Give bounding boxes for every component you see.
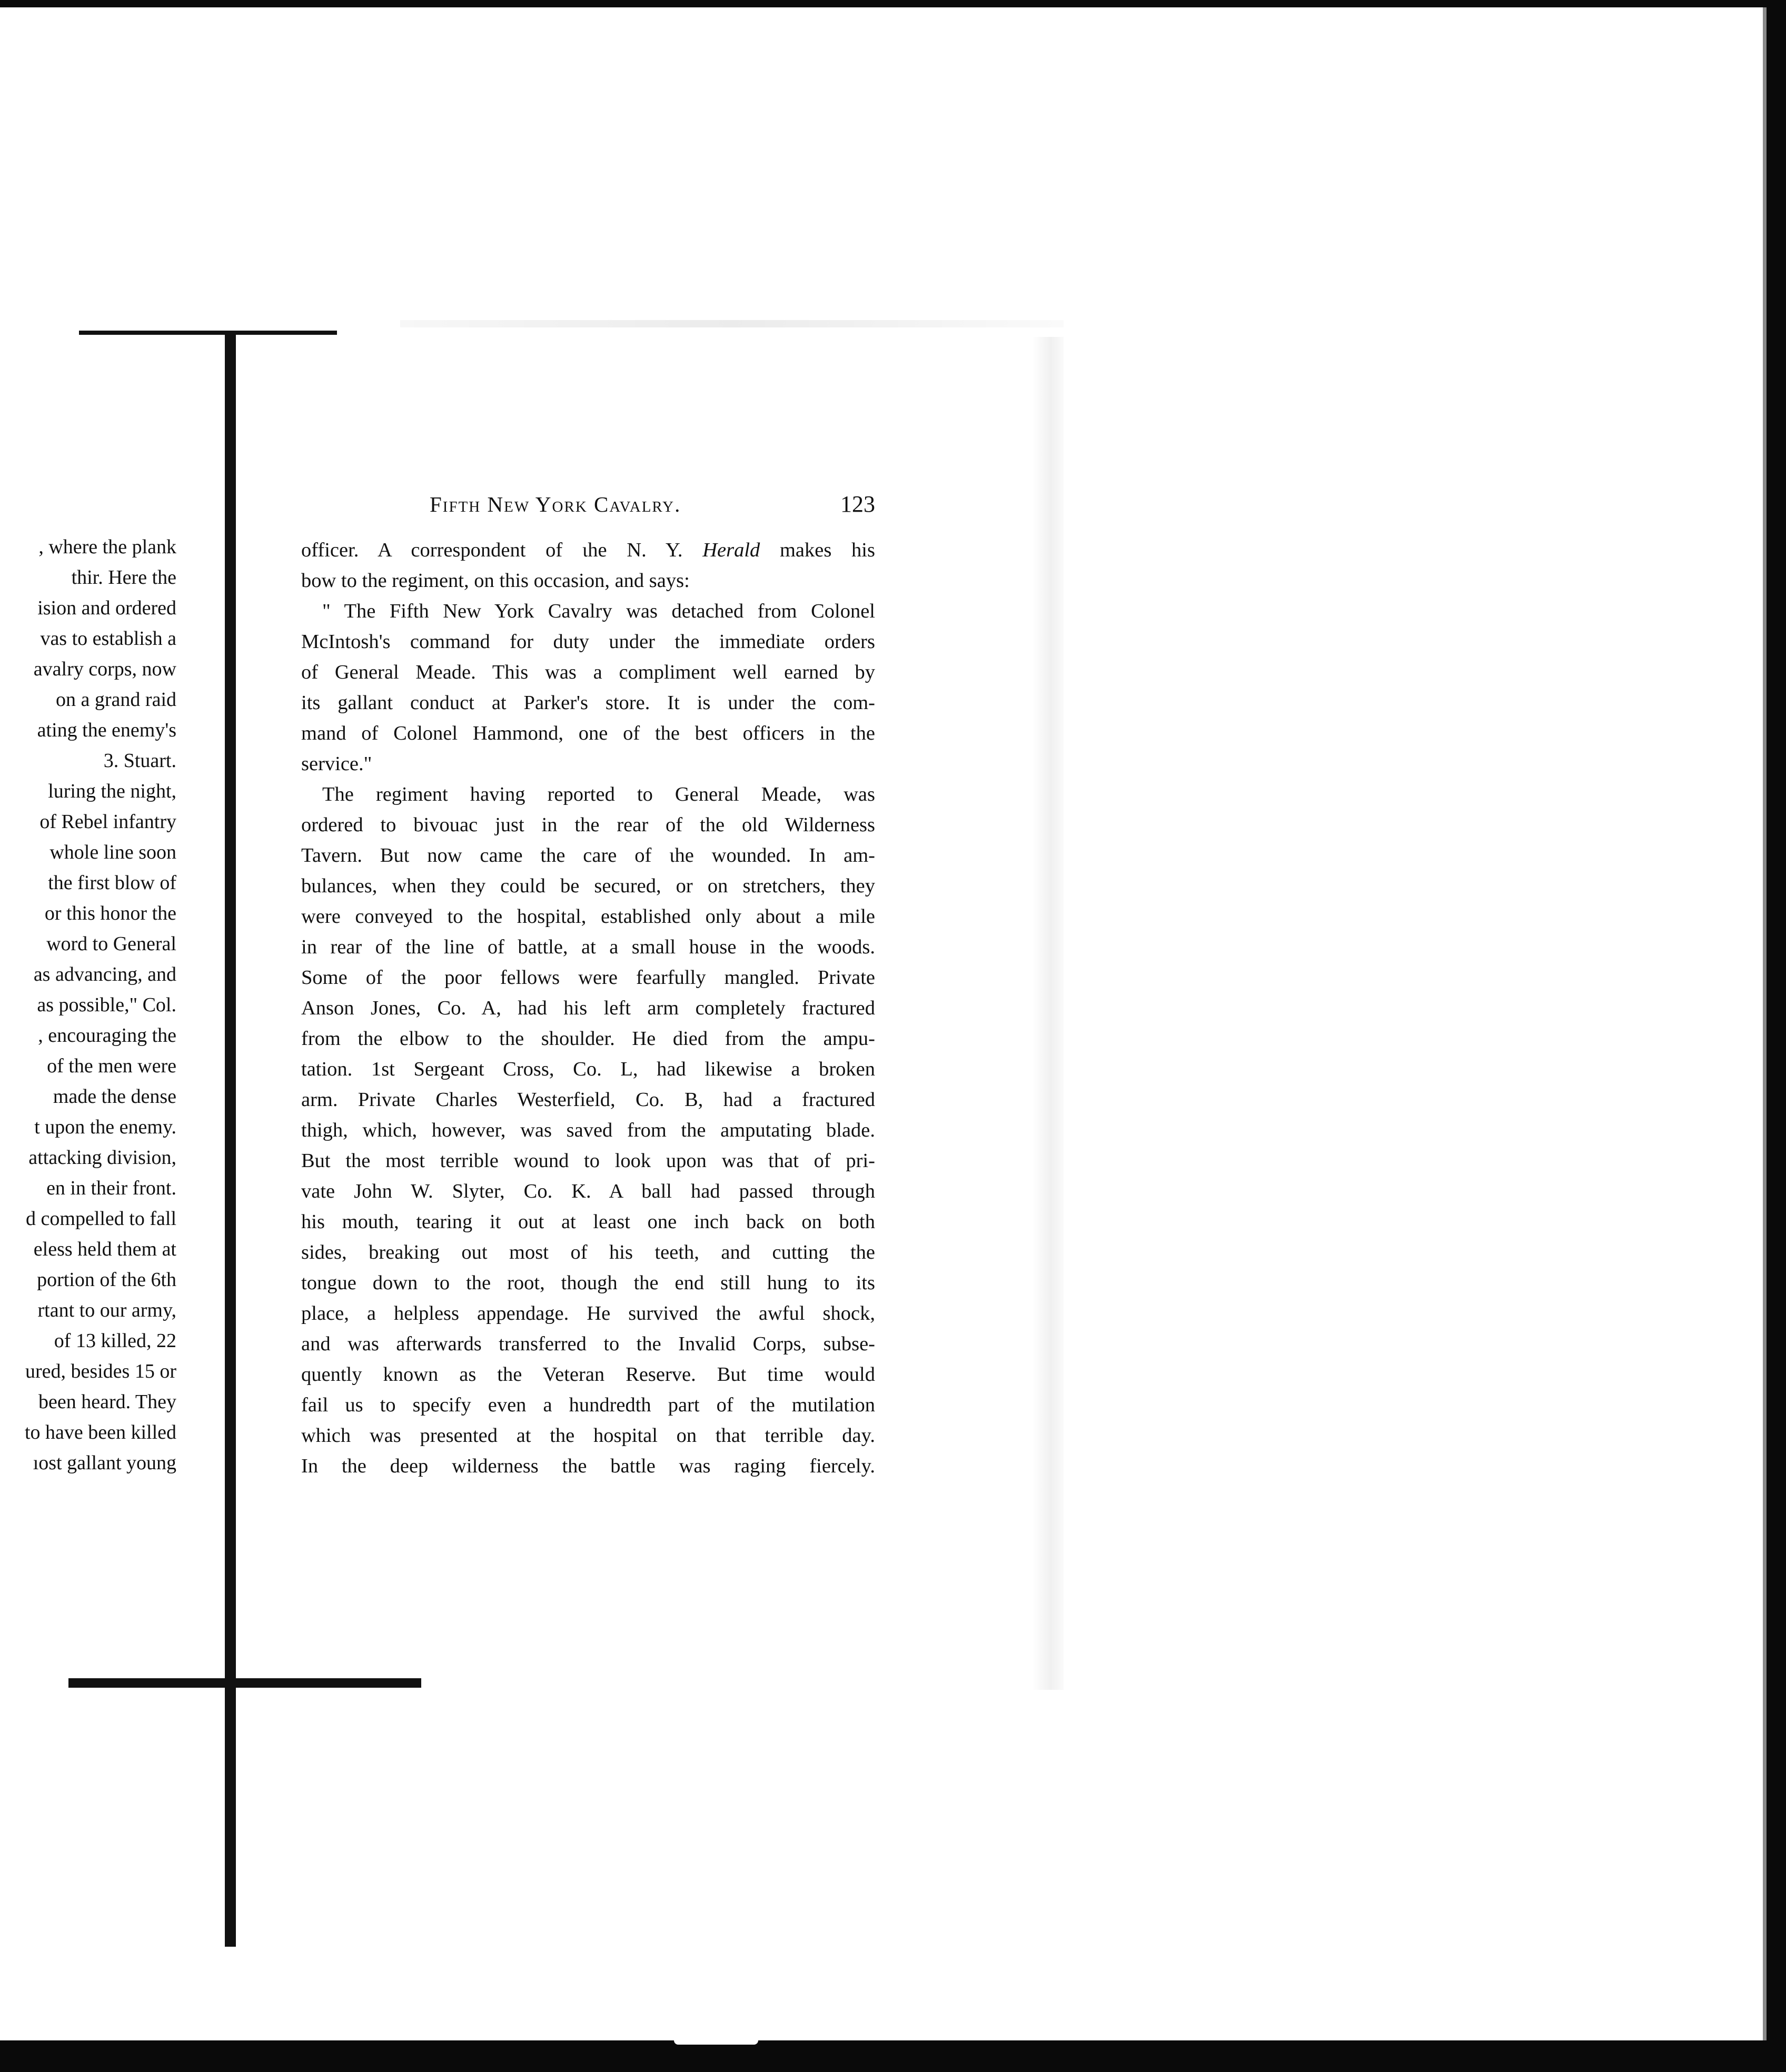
scan-border-right-shadow	[1763, 7, 1767, 2050]
left-page-line: 3. Stuart.	[103, 750, 176, 772]
left-page-line: of Rebel infantry	[39, 811, 176, 833]
left-page-line: as advancing, and	[33, 963, 176, 985]
body-text-run: officer. A correspondent of	[301, 539, 582, 561]
left-page-line: of 13 killed, 22	[54, 1330, 176, 1352]
body-line: in rear of the line of battle, at a small house in the woods.	[301, 936, 875, 958]
left-page-line: attacking division,	[28, 1147, 176, 1169]
body-line: The regiment having reported to General Meade, was	[322, 783, 875, 805]
body-line: its gallant conduct at Parker's store. It is under the com-	[301, 692, 875, 714]
scan-border-top	[0, 0, 1786, 7]
left-page-line: or this honor the	[44, 902, 176, 924]
gutter-bottom-rule	[68, 1678, 421, 1688]
body-line: vate John W. Slyter, Co. K. A ball had passed through	[301, 1180, 875, 1202]
body-line: quently known as the Veteran Reserve. But time would	[301, 1363, 875, 1386]
body-line: fail us to specify even a hundredth part of the mutilation	[301, 1394, 875, 1416]
left-page-line: ision and ordered	[37, 597, 176, 619]
body-line: bow to the regiment, on this occasion, and says:	[301, 570, 690, 592]
left-page-line: luring the night,	[48, 780, 176, 802]
body-line: from the elbow to the shoulder. He died from the ampu-	[301, 1028, 875, 1050]
left-page-line: avalry corps, now	[33, 658, 176, 680]
body-line: tongue down to the root, though the end still hung to its	[301, 1272, 875, 1294]
left-page-line: ıost gallant young	[33, 1452, 176, 1474]
left-page-line: d compelled to fall	[26, 1208, 176, 1230]
left-page-line: the first blow of	[48, 872, 176, 894]
left-page-line: on a grand raid	[56, 689, 176, 711]
left-page-line: , encouraging the	[38, 1024, 176, 1047]
left-page-fragment	[0, 532, 176, 1478]
page-number: 123	[840, 491, 875, 517]
left-page-line: word to General	[46, 933, 176, 955]
body-line: mand of Colonel Hammond, one of the best officers in the	[301, 722, 875, 744]
left-page-line: , where the plank	[38, 536, 176, 558]
left-page-line: t upon the enemy.	[34, 1116, 176, 1138]
newspaper-title: Herald	[702, 539, 760, 561]
body-text-run: ɩhe N. Y.	[582, 539, 703, 561]
body-line: of General Meade. This was a compliment well earned by	[301, 661, 875, 683]
body-line: " The Fifth New York Cavalry was detached from Colonel	[322, 600, 875, 622]
body-line: Anson Jones, Co. A, had his left arm completely fractured	[301, 997, 875, 1019]
body-line: arm. Private Charles Westerfield, Co. B, had a fractured	[301, 1089, 875, 1111]
left-page-line: ured, besides 15 or	[25, 1360, 176, 1382]
gutter-foot	[219, 1681, 242, 1687]
body-line: tation. 1st Sergeant Cross, Co. L, had likewise a broken	[301, 1058, 875, 1080]
body-line: Tavern. But now came the care of ɩhe wounded. In am-	[301, 844, 875, 866]
body-line: McIntosh's command for duty under the immediate orders	[301, 631, 875, 653]
body-line: bulances, when they could be secured, or on stretchers, they	[301, 875, 875, 897]
gutter-top-rule	[79, 331, 337, 335]
scan-border-right	[1767, 0, 1786, 2072]
left-page-line: ating the enemy's	[37, 719, 176, 741]
body-line: In the deep wilderness the battle was raging fiercely.	[301, 1455, 875, 1477]
body-line: Some of the poor fellows were fearfully mangled. Private	[301, 967, 875, 989]
left-page-line: to have been killed	[24, 1421, 176, 1443]
body-line: his mouth, tearing it out at least one inch back on both	[301, 1211, 875, 1233]
scan-border-notch	[674, 2040, 758, 2045]
running-title: Fifth New York Cavalry.	[430, 492, 681, 516]
body-line: But the most terrible wound to look upon was that of pri-	[301, 1150, 875, 1172]
body-line	[301, 535, 875, 565]
body-line: sides, breaking out most of his teeth, and cutting the	[301, 1241, 875, 1263]
body-line: and was afterwards transferred to the Invalid Corps, subse-	[301, 1333, 875, 1355]
left-page-line: vas to establish a	[40, 627, 176, 650]
left-page-line: whole line soon	[49, 841, 176, 863]
scan-border-bottom	[0, 2040, 1786, 2072]
page-edge-shadow	[1032, 337, 1064, 1690]
body-line: ordered to bivouac just in the rear of the old Wilderness	[301, 814, 875, 836]
body-line: thigh, which, however, was saved from the amputating blade.	[301, 1119, 875, 1141]
body-text-run: makes his	[760, 539, 875, 561]
left-page-line: been heard. They	[38, 1391, 176, 1413]
book-gutter	[225, 332, 236, 1947]
left-page-line: portion of the 6th	[37, 1269, 176, 1291]
left-page-line: thir. Here the	[71, 566, 176, 589]
left-page-line: rtant to our army,	[37, 1299, 176, 1321]
body-line: which was presented at the hospital on that terrible day.	[301, 1424, 875, 1447]
running-head	[301, 489, 875, 520]
left-page-line: as possible," Col.	[37, 994, 176, 1016]
body-line: were conveyed to the hospital, established only about a mile	[301, 905, 875, 928]
page-top-shadow	[400, 320, 1064, 327]
left-page-line: of the men were	[47, 1055, 176, 1077]
page-body	[301, 535, 875, 1481]
left-page-line: eless held them at	[33, 1238, 176, 1260]
left-page-line: en in their front.	[46, 1177, 176, 1199]
body-line: place, a helpless appendage. He survived the awful shock,	[301, 1302, 875, 1324]
body-line: service."	[301, 753, 372, 775]
left-page-line: made the dense	[53, 1085, 176, 1108]
